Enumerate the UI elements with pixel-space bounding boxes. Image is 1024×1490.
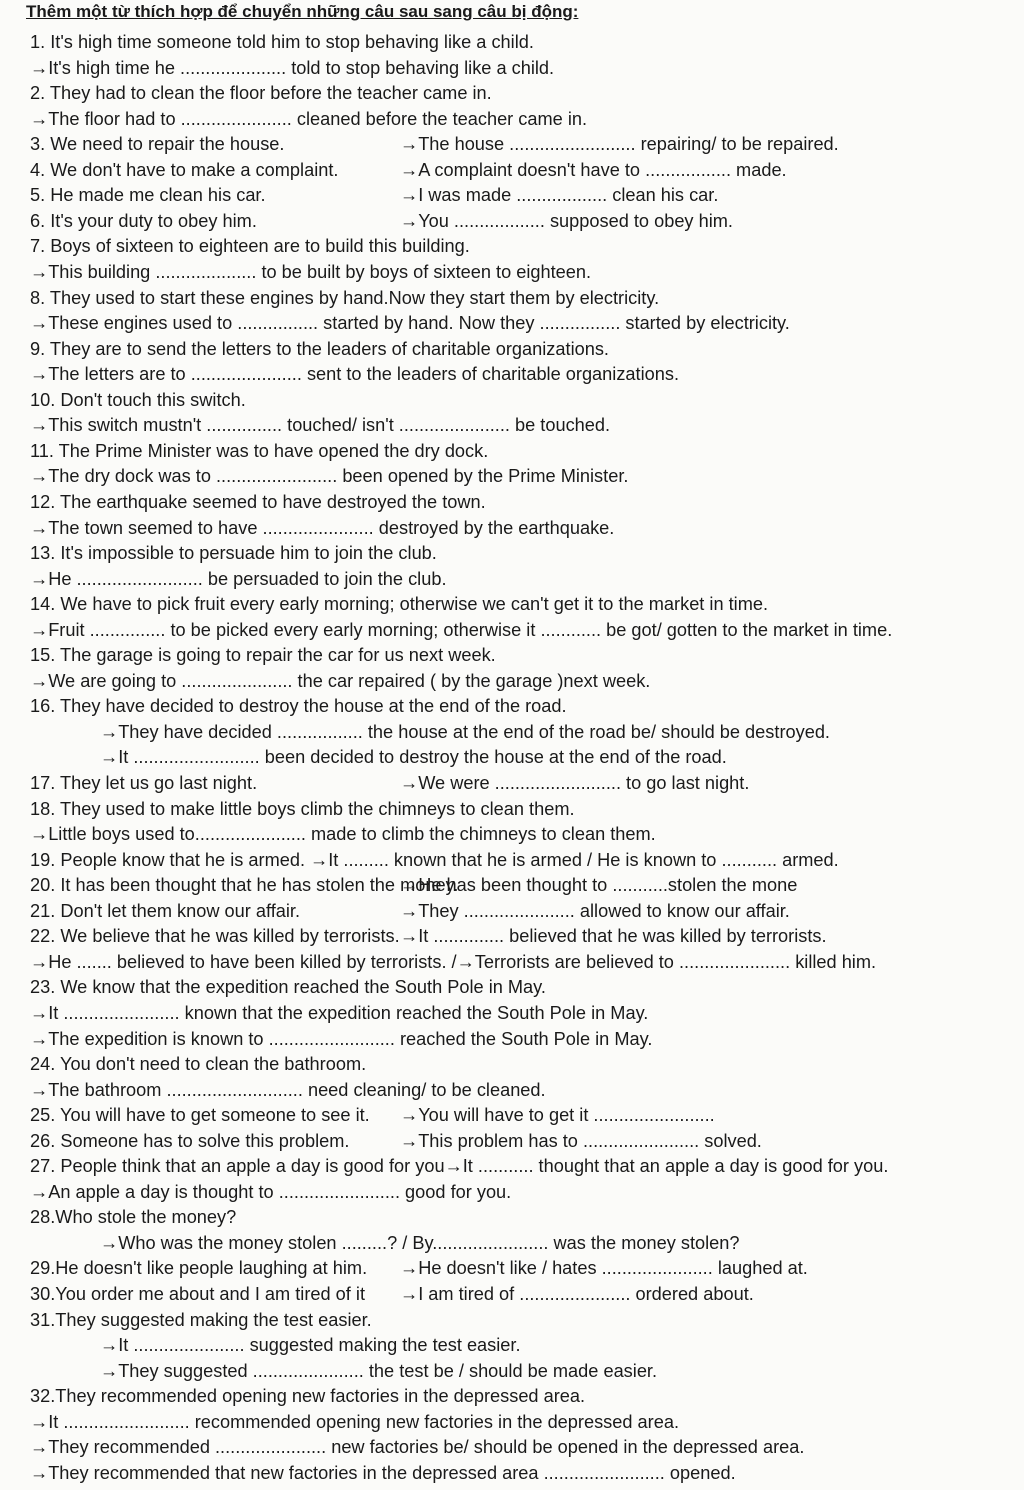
- exercise-line: [30, 1001, 648, 1025]
- exercise-line: [30, 873, 798, 897]
- exercise-line: [30, 81, 492, 105]
- exercise-line: [30, 950, 876, 974]
- line-text: 19. People know that he is armed. →It ......... known that he is armed / He is known to ........... armed.: [30, 849, 839, 870]
- line-text: →An apple a day is thought to ........................ good for you.: [30, 1181, 512, 1202]
- exercise-line: [100, 1333, 521, 1357]
- exercise-line: [30, 234, 470, 258]
- line-text: 8. They used to start these engines by hand.Now they start them by electricity.: [30, 287, 660, 308]
- line-text: →We are going to ...................... the car repaired ( by the garage )next week.: [30, 670, 651, 691]
- line-text: 17. They let us go last night.: [30, 773, 258, 793]
- line-answer-column: →They ...................... allowed to know our affair.: [400, 900, 790, 921]
- line-text: 28.Who stole the money?: [30, 1207, 237, 1228]
- line-text: →Who was the money stolen .........? / By....................... was the money stolen?: [100, 1232, 740, 1253]
- exercise-line: [30, 822, 656, 846]
- line-text: 24. You don't need to clean the bathroom.: [30, 1054, 367, 1074]
- exercise-line: [30, 362, 679, 386]
- line-text: 15. The garage is going to repair the car for us next week.: [30, 645, 496, 666]
- exercise-line: [30, 158, 787, 182]
- exercise-line: [30, 30, 534, 54]
- exercise-line: [30, 975, 546, 999]
- exercise-line: [30, 413, 610, 437]
- line-answer-column: →He doesn't like / hates ...................... laughed at.: [400, 1258, 808, 1279]
- line-text: →It ......................... recommended opening new factories in the depressed area.: [30, 1411, 680, 1432]
- exercise-line: [100, 720, 830, 744]
- exercise-line: [30, 1461, 736, 1485]
- line-text: 30.You order me about and I am tired of it: [30, 1284, 365, 1304]
- line-text: →This building .................... to be built by boys of sixteen to eighteen.: [30, 262, 592, 282]
- line-answer-column: →It .............. believed that he was killed by terrorists.: [400, 926, 827, 947]
- line-text: →The bathroom ........................... need cleaning/ to be cleaned.: [30, 1079, 546, 1100]
- line-text: →It's high time he ..................... told to stop behaving like a child.: [30, 57, 555, 78]
- exercise-line: [30, 183, 719, 207]
- exercise-line: [30, 1154, 888, 1178]
- exercise-line: [30, 797, 575, 821]
- exercise-line: [30, 899, 790, 923]
- line-answer-column: →I was made .................. clean his car.: [400, 185, 719, 206]
- line-text: 29.He doesn't like people laughing at him.: [30, 1258, 368, 1279]
- line-answer-column: →He has been thought to ...........stolen the mone: [400, 875, 798, 896]
- line-text: 7. Boys of sixteen to eighteen are to build this building.: [30, 236, 470, 257]
- exercise-line: [30, 1308, 372, 1332]
- exercise-line: [30, 1078, 546, 1102]
- exercise-line: [100, 1231, 740, 1255]
- exercise-line: [30, 107, 587, 131]
- exercise-line: [30, 541, 437, 565]
- exercise-line: [30, 209, 733, 233]
- line-answer-column: →The house ......................... repairing/ to be repaired.: [400, 134, 839, 155]
- line-text: 11. The Prime Minister was to have opened the dry dock.: [30, 440, 489, 461]
- worksheet-title: Thêm một từ thích hợp để chuyển những câu sau sang câu bị động:: [26, 2, 579, 21]
- exercise-line: [30, 848, 839, 872]
- exercise-line: [30, 311, 790, 335]
- line-text: →The town seemed to have ...................... destroyed by the earthquake.: [30, 517, 615, 538]
- line-text: 23. We know that the expedition reached the South Pole in May.: [30, 977, 546, 998]
- exercise-line: [30, 1435, 804, 1459]
- exercise-line: [30, 771, 750, 795]
- line-text: →The expedition is known to ......................... reached the South Pole in May.: [30, 1028, 653, 1049]
- exercise-line: [30, 1052, 366, 1076]
- exercise-line: [30, 694, 567, 718]
- exercise-line: [30, 490, 486, 514]
- line-text: 18. They used to make little boys climb the chimneys to clean them.: [30, 798, 575, 819]
- exercise-line: [30, 1282, 754, 1306]
- line-text: →It ....................... known that the expedition reached the South Pole in May.: [30, 1002, 649, 1023]
- line-text: 27. People think that an apple a day is good for you→It ........... thought that an apple a day is good for you.: [30, 1156, 889, 1177]
- line-answer-column: →This problem has to ....................... solved.: [400, 1130, 762, 1151]
- exercise-line: [30, 1410, 679, 1434]
- exercise-line: [30, 924, 827, 948]
- line-text: 9. They are to send the letters to the leaders of charitable organizations.: [30, 338, 609, 359]
- line-text: 1. It's high time someone told him to stop behaving like a child.: [30, 32, 534, 52]
- exercise-line: [30, 1103, 715, 1127]
- line-text: →He ....... believed to have been killed by terrorists. /→Terrorists are believed to ...................... killed him.: [30, 951, 877, 972]
- line-text: 14. We have to pick fruit every early morning; otherwise we can't get it to the market in time.: [30, 594, 769, 615]
- line-text: 10. Don't touch this switch.: [30, 389, 246, 410]
- exercise-line: [30, 592, 768, 616]
- exercise-line: [30, 464, 628, 488]
- exercise-line: [30, 260, 591, 284]
- exercise-line: [30, 669, 650, 693]
- line-text: 25. You will have to get someone to see it.: [30, 1105, 370, 1126]
- line-text: 16. They have decided to destroy the house at the end of the road.: [30, 696, 567, 717]
- line-text: →They suggested ...................... the test be / should be made easier.: [100, 1360, 658, 1381]
- exercise-line: [30, 516, 614, 540]
- line-text: →Fruit ............... to be picked every early morning; otherwise it ............ be got/ gotten to the market in time.: [30, 619, 893, 640]
- line-text: →It ...................... suggested making the test easier.: [100, 1335, 521, 1355]
- line-text: →He ......................... be persuaded to join the club.: [30, 568, 447, 589]
- line-text: 5. He made me clean his car.: [30, 185, 266, 206]
- exercise-line: [30, 567, 447, 591]
- line-text: 4. We don't have to make a complaint.: [30, 159, 339, 180]
- line-text: →This switch mustn't ............... touched/ isn't ...................... be touched.: [30, 415, 611, 436]
- line-answer-column: →A complaint doesn't have to ................. made.: [400, 159, 787, 180]
- line-text: 6. It's your duty to obey him.: [30, 210, 257, 231]
- line-text: →The letters are to ...................... sent to the leaders of charitable organizations.: [30, 364, 680, 385]
- line-text: 21. Don't let them know our affair.: [30, 900, 301, 921]
- exercise-line: [30, 337, 609, 361]
- exercise-line: [30, 643, 496, 667]
- line-text: →Little boys used to...................... made to climb the chimneys to clean them.: [30, 824, 656, 845]
- exercise-line: [30, 1180, 511, 1204]
- line-answer-column: →You will have to get it ........................: [400, 1105, 715, 1126]
- line-answer-column: →We were ......................... to go last night.: [400, 773, 750, 793]
- exercise-line: [30, 1129, 762, 1153]
- line-text: 13. It's impossible to persuade him to join the club.: [30, 543, 437, 563]
- exercise-line: [30, 1384, 585, 1408]
- line-text: 22. We believe that he was killed by terrorists.: [30, 926, 400, 947]
- line-answer-column: →You .................. supposed to obey him.: [400, 210, 733, 231]
- line-text: 31.They suggested making the test easier.: [30, 1309, 372, 1330]
- line-answer-column: →I am tired of ...................... ordered about.: [400, 1284, 754, 1304]
- line-text: →These engines used to ................ started by hand. Now they ................ started by electricity.: [30, 313, 790, 334]
- exercise-line: [30, 439, 488, 463]
- exercise-line: [30, 1205, 236, 1229]
- exercise-line: [100, 745, 727, 769]
- line-text: →They recommended ...................... new factories be/ should be opened in the depressed area.: [30, 1437, 805, 1458]
- line-text: →They have decided ................. the house at the end of the road be/ should be destroyed.: [100, 721, 830, 742]
- line-text: 26. Someone has to solve this problem.: [30, 1130, 350, 1151]
- exercise-line: [30, 618, 892, 642]
- exercise-line: [30, 132, 839, 156]
- exercise-line: [30, 1027, 652, 1051]
- exercise-line: [30, 286, 659, 310]
- line-text: 20. It has been thought that he has stolen the money.: [30, 875, 459, 896]
- line-text: →The floor had to ...................... cleaned before the teacher came in.: [30, 108, 588, 129]
- line-text: 32.They recommended opening new factories in the depressed area.: [30, 1386, 586, 1407]
- exercise-line: [30, 388, 246, 412]
- line-text: 2. They had to clean the floor before the teacher came in.: [30, 83, 492, 104]
- exercise-line: [100, 1359, 657, 1383]
- line-text: →The dry dock was to ........................ been opened by the Prime Minister.: [30, 466, 629, 487]
- line-text: →It ......................... been decided to destroy the house at the end of the road.: [100, 747, 727, 768]
- exercise-line: [30, 1256, 808, 1280]
- exercise-line: [30, 56, 554, 80]
- line-text: →They recommended that new factories in the depressed area ........................ opened.: [30, 1462, 736, 1483]
- line-text: 12. The earthquake seemed to have destroyed the town.: [30, 491, 486, 512]
- line-text: 3. We need to repair the house.: [30, 134, 285, 155]
